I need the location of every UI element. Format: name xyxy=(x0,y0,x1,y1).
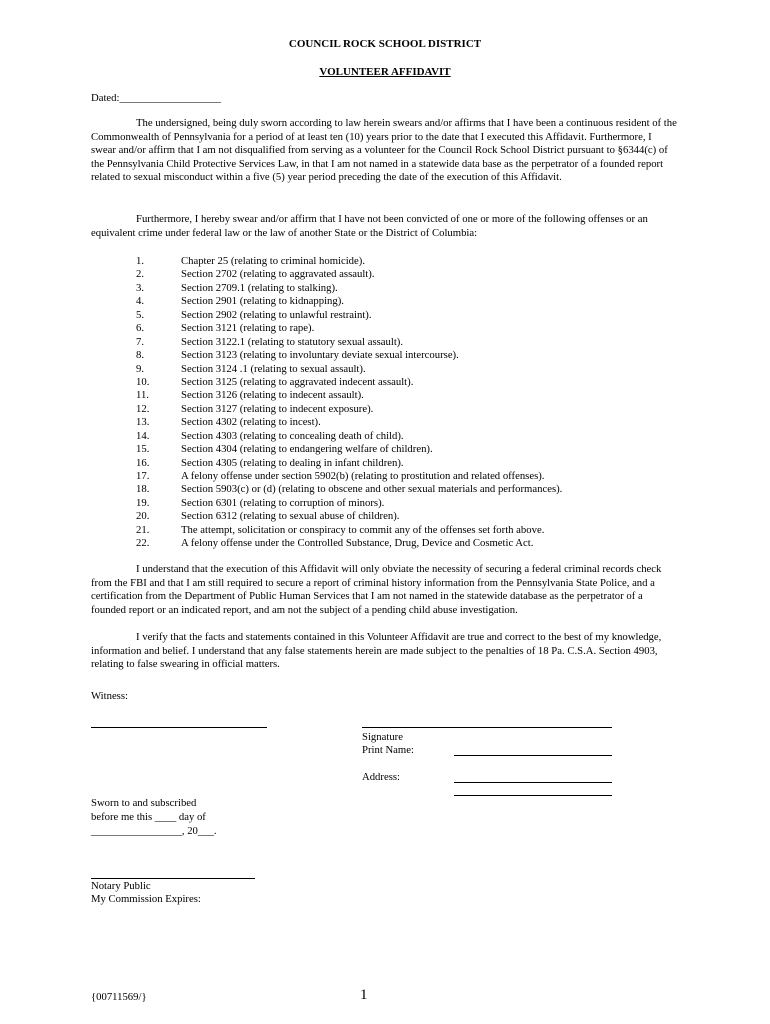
offense-text: Section 3124 .1 (relating to sexual assault). xyxy=(181,362,366,375)
offense-text: Chapter 25 (relating to criminal homicide). xyxy=(181,255,366,267)
offense-number: 9. xyxy=(136,362,145,375)
offense-number: 17. xyxy=(136,470,150,482)
offense-list-item xyxy=(91,483,691,496)
offense-number: 19. xyxy=(136,496,150,509)
offense-text: Section 2709.1 (relating to stalking). xyxy=(181,281,338,294)
offense-list-item xyxy=(91,403,691,416)
offense-text: Section 3126 (relating to indecent assault). xyxy=(181,389,364,402)
commission-expires-label: My Commission Expires: xyxy=(91,893,201,905)
residency-paragraph xyxy=(91,117,679,185)
signature-line[interactable] xyxy=(362,727,612,728)
offense-list-item xyxy=(91,295,691,308)
offense-text: Section 2902 (relating to unlawful restraint). xyxy=(181,308,372,321)
offense-number: 22. xyxy=(136,537,150,550)
print-name-label: Print Name: xyxy=(362,744,414,756)
offense-text: Section 3125 (relating to aggravated indecent assault). xyxy=(181,375,414,388)
offense-list-item xyxy=(91,416,691,429)
print-name-line[interactable] xyxy=(454,755,612,756)
offense-text: A felony offense under section 5902(b) (relating to prostitution and related offenses). xyxy=(181,470,545,482)
page-number: 1 xyxy=(360,987,368,1003)
notary-public-label: Notary Public xyxy=(91,880,151,892)
document-id: {00711569/} xyxy=(91,991,147,1003)
offense-list-item xyxy=(91,470,691,483)
notary-signature-line[interactable] xyxy=(91,878,255,879)
offense-text: A felony offense under the Controlled Substance, Drug, Device and Cosmetic Act. xyxy=(181,537,534,550)
offense-list-item xyxy=(91,430,691,443)
offense-number: 16. xyxy=(136,456,150,469)
offense-text: Section 4302 (relating to incest). xyxy=(181,416,321,429)
offense-list-item xyxy=(91,322,691,335)
understanding-paragraph xyxy=(91,563,679,617)
offense-number: 5. xyxy=(136,308,145,321)
witness-signature-line[interactable] xyxy=(91,727,267,728)
offense-number: 12. xyxy=(136,402,150,415)
offense-text: Section 6312 (relating to sexual abuse of children). xyxy=(181,510,400,523)
offense-number: 20. xyxy=(136,510,150,523)
offense-list xyxy=(91,255,691,551)
sworn-line-3[interactable]: _________________, 20___. xyxy=(91,825,217,837)
district-heading: COUNCIL ROCK SCHOOL DISTRICT xyxy=(288,38,482,50)
offense-list-item xyxy=(91,268,691,281)
address-line-2[interactable] xyxy=(454,795,612,796)
offense-list-item xyxy=(91,309,691,322)
offense-list-item xyxy=(91,349,691,362)
document-title: VOLUNTEER AFFIDAVIT xyxy=(319,66,451,78)
address-label: Address: xyxy=(362,771,400,783)
offense-number: 3. xyxy=(136,281,145,294)
offense-text: The attempt, solicitation or conspiracy to commit any of the offenses set forth above. xyxy=(181,523,545,536)
offense-number: 2. xyxy=(136,268,145,281)
offense-text: Section 3123 (relating to involuntary deviate sexual intercourse). xyxy=(181,349,459,362)
offense-text: Section 4305 (relating to dealing in infant children). xyxy=(181,456,404,469)
offense-list-item xyxy=(91,497,691,510)
offenses-intro-paragraph xyxy=(91,213,679,240)
offense-text: Section 4304 (relating to endangering welfare of children). xyxy=(181,443,433,456)
sworn-line-1: Sworn to and subscribed xyxy=(91,797,197,809)
understanding-paragraph-text: I understand that the execution of this Affidavit will only obviate the necessity of securing a federal criminal records check from the FBI and that I am still required to secure a report of criminal history information from the Pennsylvania State Police, and a certification from the Department of Public Human Services that I am not named in the statewide database as the perpetrator of a founded report or an indicated report, and am not the subject of a pending child abuse investigation. xyxy=(91,563,662,616)
residency-paragraph-text: The undersigned, being duly sworn according to law herein swears and/or affirms that I have been a continuous resident of the Commonwealth of Pennsylvania for a period of at least ten (10) years prior to the date that I executed this Affidavit. Furthermore, I swear and/or affirm that I am not disqualified from serving as a volunteer for the Council Rock School District pursuant to §6344(c) of the Pennsylvania Child Protective Services Law, in that I am not named in a statewide data base as the perpetrator of a founded report related to sexual misconduct within a five (5) year period preceding the date of the execution of this Affidavit. xyxy=(91,117,677,183)
offense-list-item xyxy=(91,282,691,295)
offense-text: Section 4303 (relating to concealing death of child). xyxy=(181,429,404,442)
verification-paragraph-text: I verify that the facts and statements contained in this Volunteer Affidavit are true and correct to the best of my knowledge, information and belief. I understand that any false statements herein are made subject to the penalties of 18 Pa. C.S.A. Section 4903, relating to false swearing in official matters. xyxy=(91,631,662,670)
dated-field[interactable]: Dated:___________________ xyxy=(91,92,222,104)
offense-text: Section 5903(c) or (d) (relating to obscene and other sexual materials and performances). xyxy=(181,483,563,496)
offense-number: 7. xyxy=(136,335,145,348)
offense-number: 18. xyxy=(136,483,150,496)
offense-number: 11. xyxy=(136,389,149,402)
offense-number: 21. xyxy=(136,523,150,536)
verification-paragraph xyxy=(91,631,679,672)
signature-label: Signature xyxy=(362,731,403,743)
offense-list-item xyxy=(91,255,691,268)
offense-text: Section 2901 (relating to kidnapping). xyxy=(181,295,344,308)
offense-text: Section 3122.1 (relating to statutory sexual assault). xyxy=(181,335,404,348)
offense-number: 13. xyxy=(136,416,150,429)
offense-list-item xyxy=(91,510,691,523)
offense-list-item xyxy=(91,336,691,349)
offense-list-item xyxy=(91,443,691,456)
witness-label: Witness: xyxy=(91,690,128,702)
offense-list-item xyxy=(91,537,691,550)
offense-number: 14. xyxy=(136,429,150,442)
offense-number: 8. xyxy=(136,349,145,362)
offense-number: 1. xyxy=(136,255,145,267)
offense-text: Section 3127 (relating to indecent exposure). xyxy=(181,402,374,415)
sworn-line-2[interactable]: before me this ____ day of xyxy=(91,811,206,823)
offense-list-item xyxy=(91,457,691,470)
offense-text: Section 2702 (relating to aggravated assault). xyxy=(181,268,375,281)
address-line-1[interactable] xyxy=(454,782,612,783)
offense-list-item xyxy=(91,389,691,402)
offense-list-item xyxy=(91,376,691,389)
offense-number: 15. xyxy=(136,443,150,456)
offense-number: 6. xyxy=(136,322,145,335)
offense-number: 10. xyxy=(136,375,150,388)
offense-text: Section 6301 (relating to corruption of minors). xyxy=(181,496,385,509)
offenses-intro-text: Furthermore, I hereby swear and/or affirm that I have not been convicted of one or more of the following offenses or an equivalent crime under federal law or the law of another State or the District of Columbia: xyxy=(91,213,648,239)
offense-list-item xyxy=(91,363,691,376)
offense-text: Section 3121 (relating to rape). xyxy=(181,322,315,335)
offense-number: 4. xyxy=(136,295,145,308)
offense-list-item xyxy=(91,524,691,537)
